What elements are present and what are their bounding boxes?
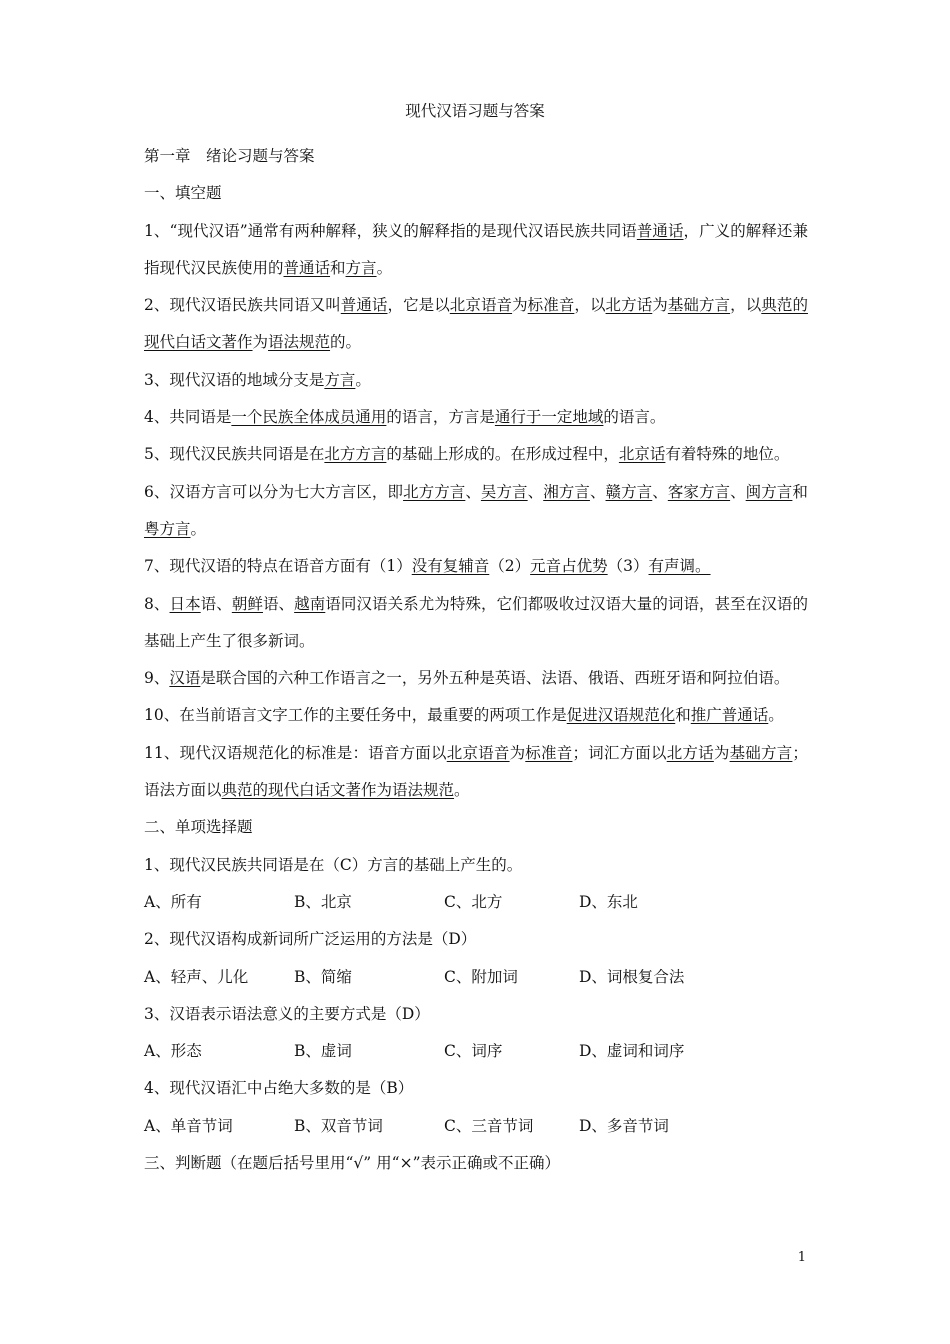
answer: 方言 bbox=[324, 370, 356, 389]
text: 的语言，方言是 bbox=[386, 408, 495, 427]
answer: 北京语音 bbox=[446, 743, 510, 762]
option-b: B、北京 bbox=[294, 892, 352, 911]
answer: 语法规范 bbox=[268, 333, 331, 352]
question-11 bbox=[144, 735, 808, 810]
question-7 bbox=[144, 548, 808, 585]
answer: 元音占优势 bbox=[530, 557, 608, 576]
text: 有着特殊的地位。 bbox=[665, 445, 790, 464]
document-body bbox=[144, 138, 808, 1182]
text: 语、 bbox=[262, 594, 295, 613]
mc-question-3: 3、汉语表示语法意义的主要方式是（D） bbox=[144, 1004, 430, 1023]
text: 、 bbox=[465, 482, 481, 501]
text: 的。 bbox=[330, 333, 362, 352]
mc-options-1 bbox=[144, 884, 808, 921]
text: 。 bbox=[376, 258, 393, 277]
answer: 推广普通话 bbox=[690, 706, 769, 725]
mc-question-4: 4、现代汉语汇中占绝大多数的是（B） bbox=[144, 1079, 414, 1098]
text: 。 bbox=[454, 781, 470, 800]
text: 。 bbox=[768, 706, 784, 725]
text: 2、现代汉语民族共同语又叫 bbox=[144, 296, 341, 315]
mc-options-2 bbox=[144, 959, 808, 996]
option-c: C、三音节词 bbox=[444, 1116, 534, 1135]
answer: 吴方言 bbox=[480, 482, 528, 501]
answer: 标准音 bbox=[527, 296, 575, 315]
text: 7、现代汉语的特点在语音方面有（1） bbox=[144, 557, 412, 576]
option-d: D、虚词和词序 bbox=[579, 1042, 685, 1061]
answer: 湘方言 bbox=[543, 482, 590, 501]
question-4 bbox=[144, 399, 808, 436]
text: 8、 bbox=[144, 594, 170, 613]
chapter-heading: 第一章 绪论习题与答案 bbox=[144, 147, 315, 165]
mc-question-2: 2、现代汉语构成新词所广泛运用的方法是（D） bbox=[144, 930, 477, 949]
text: ，以 bbox=[730, 296, 762, 315]
answer: 日本 bbox=[169, 594, 201, 613]
answer: 典范的现代白话文著作 bbox=[144, 296, 808, 352]
option-c: C、附加词 bbox=[444, 967, 518, 986]
answer: 没有复辅音 bbox=[411, 557, 490, 576]
text: 和 bbox=[792, 482, 808, 501]
question-3 bbox=[144, 362, 808, 399]
text: 。 bbox=[355, 370, 371, 389]
text: 1、“现代汉语”通常有两种解释，狭义的解释指的是现代汉语民族共同语 bbox=[144, 221, 637, 240]
text: 语同汉语关系尤为特殊，它们都吸收过汉语大量的词语，甚至在汉语的基础上产生了很多新词。 bbox=[144, 594, 808, 650]
answer: 汉语 bbox=[169, 669, 201, 688]
text: 、 bbox=[527, 482, 544, 501]
text: 为 bbox=[713, 743, 730, 762]
document-title: 现代汉语习题与答案 bbox=[405, 102, 545, 120]
text: 。 bbox=[190, 519, 207, 538]
option-c: C、词序 bbox=[444, 1042, 503, 1061]
text: ；语法方面以 bbox=[144, 743, 808, 800]
option-b: B、双音节词 bbox=[294, 1116, 383, 1135]
answer: 有声调。 bbox=[648, 557, 711, 576]
answer: 北方方言 bbox=[403, 482, 466, 501]
text: 为 bbox=[512, 296, 528, 315]
answer: 北方话 bbox=[605, 296, 653, 315]
question-9 bbox=[144, 660, 808, 697]
option-b: B、简缩 bbox=[294, 967, 352, 986]
answer: 北方方言 bbox=[324, 445, 387, 464]
question-1 bbox=[144, 213, 808, 288]
answer: 赣方言 bbox=[605, 482, 653, 501]
text: 、 bbox=[652, 482, 668, 501]
section-heading-true-false: 三、判断题（在题后括号里用“√” 用“×”表示正确或不正确） bbox=[144, 1154, 560, 1173]
answer: 越南 bbox=[294, 594, 326, 613]
text: 6、汉语方言可以分为七大方言区，即 bbox=[144, 482, 404, 501]
text: 、 bbox=[589, 482, 606, 501]
answer: 普通话 bbox=[636, 221, 684, 240]
answer: 基础方言 bbox=[667, 296, 731, 315]
question-2 bbox=[144, 287, 808, 362]
text: ，以 bbox=[574, 296, 606, 315]
answer: 客家方言 bbox=[667, 482, 731, 501]
text: 的语言。 bbox=[603, 408, 666, 427]
question-10 bbox=[144, 697, 808, 734]
option-a: A、轻声、儿化 bbox=[144, 967, 249, 986]
option-c: C、北方 bbox=[444, 892, 503, 911]
section-heading-fill-blank: 一、填空题 bbox=[144, 184, 222, 203]
text: 4、共同语是 bbox=[144, 408, 232, 427]
text: 为 bbox=[652, 296, 668, 315]
answer: 粤方言 bbox=[144, 519, 191, 538]
text: 是联合国的六种工作语言之一，另外五种是英语、法语、俄语、西班牙语和阿拉伯语。 bbox=[200, 669, 790, 688]
mc-question-1: 1、现代汉民族共同语是在（C）方言的基础上产生的。 bbox=[144, 855, 523, 874]
answer: 一个民族全体成员通用 bbox=[231, 408, 387, 427]
text: 语、 bbox=[200, 594, 232, 613]
text: （3） bbox=[607, 557, 649, 576]
text: 的基础上形成的。在形成过程中， bbox=[386, 445, 619, 464]
option-d: D、词根复合法 bbox=[579, 967, 685, 986]
answer: 基础方言 bbox=[729, 743, 793, 762]
question-6 bbox=[144, 474, 808, 549]
question-8 bbox=[144, 586, 808, 661]
answer: 普通话 bbox=[340, 296, 388, 315]
text: 、 bbox=[730, 482, 746, 501]
answer: 方言 bbox=[345, 258, 377, 277]
answer: 标准音 bbox=[525, 743, 573, 762]
answer: 北京语音 bbox=[449, 296, 513, 315]
option-d: D、东北 bbox=[579, 892, 638, 911]
page-number: 1 bbox=[797, 1250, 806, 1265]
text: 和 bbox=[675, 706, 691, 725]
text: ，它是以 bbox=[387, 296, 450, 315]
text: 9、 bbox=[144, 669, 170, 688]
answer: 典范的现代白话文著作为语法规范 bbox=[221, 781, 455, 800]
option-a: A、单音节词 bbox=[144, 1116, 233, 1135]
option-a: A、所有 bbox=[144, 892, 202, 911]
text: 5、现代汉民族共同语是在 bbox=[144, 445, 325, 464]
answer: 促进汉语规范化 bbox=[566, 706, 676, 725]
answer: 闽方言 bbox=[745, 482, 793, 501]
text: 11、现代汉语规范化的标准是：语音方面以 bbox=[144, 743, 447, 762]
answer: 北方话 bbox=[666, 743, 714, 762]
answer: 北京话 bbox=[618, 445, 666, 464]
text: 和 bbox=[330, 258, 346, 277]
text: （2） bbox=[489, 557, 531, 576]
text: ；词汇方面以 bbox=[572, 743, 667, 762]
option-a: A、形态 bbox=[144, 1042, 202, 1061]
text: 为 bbox=[509, 743, 526, 762]
answer: 通行于一定地域 bbox=[494, 408, 604, 427]
answer: 普通话 bbox=[283, 258, 331, 277]
section-heading-multiple-choice: 二、单项选择题 bbox=[144, 818, 253, 837]
text: 3、现代汉语的地域分支是 bbox=[144, 370, 325, 389]
text: ，广义的解释还兼指现代汉民族使用的 bbox=[144, 221, 808, 277]
answer: 朝鲜 bbox=[231, 594, 263, 613]
option-d: D、多音节词 bbox=[579, 1116, 669, 1135]
text: 10、在当前语言文字工作的主要任务中，最重要的两项工作是 bbox=[144, 706, 567, 725]
mc-options-3 bbox=[144, 1033, 808, 1070]
mc-options-4 bbox=[144, 1108, 808, 1145]
text: 为 bbox=[252, 333, 269, 352]
question-5 bbox=[144, 436, 808, 473]
option-b: B、虚词 bbox=[294, 1042, 352, 1061]
